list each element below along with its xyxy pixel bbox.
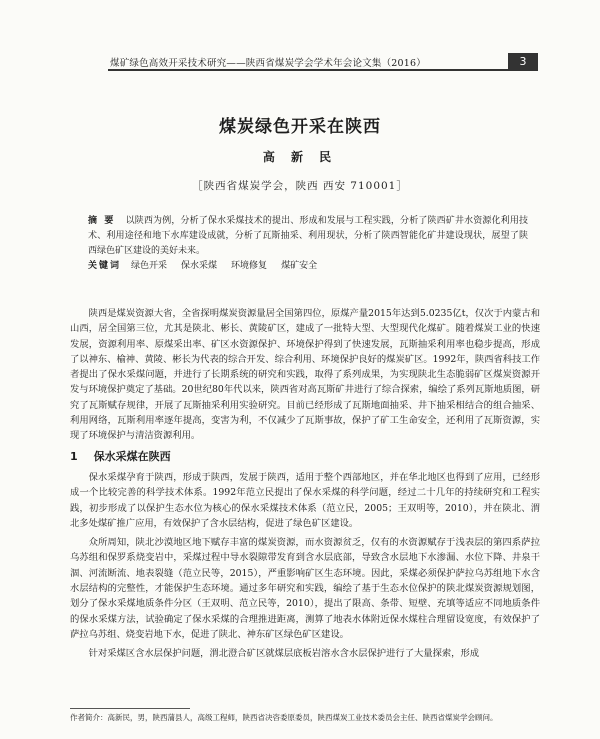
section-paragraph: 保水采煤孕育于陕西，形成于陕西，发展于陕西，适用于整个西部地区，并在华北地区也得到了应用，已经形成一个比较完善的科学技术体系。1992年范立民提出了保水采煤的科学问题，经过二十几年的持续研究和工程实践，初步形成了以保护生态水位为核心的保水采煤技术体系（范立民，2005；王双明等，2010），并在陕北、渭北多处煤矿推广应用，有效保护了含水层结构，促进了绿色矿区建设。	[70, 471, 540, 529]
footnote-rule	[70, 708, 190, 709]
running-head-rule	[108, 69, 538, 71]
affiliation: ［陕西省煤炭学会，陕西 西安 710001］	[192, 180, 408, 192]
keyword: 环境修复	[231, 261, 268, 271]
footnote: 作者简介：高新民，男，陕西蒲县人，高级工程师，陕西省决咨委原委员，陕西煤炭工业技术委员会主任、陕西省煤炭学会顾问。	[70, 713, 498, 722]
abstract-block	[88, 214, 528, 274]
intro-paragraph: 陕西是煤炭资源大省，全省探明煤炭资源量居全国第四位，原煤产量2015年达到5.0235亿t，仅次于内蒙古和山西，居全国第三位，尤其是陕北、彬长、黄陵矿区，建成了一批特大型、大型现代化煤矿。随着煤炭工业的快速发展，资源利用率、原煤采出率、矿区水资源保护、环境保护得到了快速发展，瓦斯抽采利用率也稳步提高，形成了以神东、榆神、黄陵、彬长为代表的综合开发、综合利用、环境保护良好的煤炭矿区。1992年，陕西省科技工作者提出了保水采煤问题，并进行了长期系统的研究和实践，取得了系列成果，为实现陕北生态脆弱矿区煤炭资源开发与环境保护奠定了基础。20世纪80年代以来，陕西省对高瓦斯矿井进行了综合探索，编绘了系列瓦斯地质图，研究了瓦斯赋存规律，开展了瓦斯抽采利用实验研究。目前已经形成了瓦斯地面抽采、井下抽采相结合的组合抽采、利用网络，瓦斯利用率逐年提高，变害为利，不仅减少了瓦斯事故，保护了矿工生命安全，还利用了瓦斯资源，实现了环境保护与清洁资源利用。	[70, 308, 540, 442]
section-title: 保水采煤在陕西	[93, 449, 171, 463]
keywords	[88, 259, 528, 274]
abstract	[88, 214, 528, 259]
section-paragraph: 众所周知，陕北沙漠地区地下赋存丰富的煤炭资源，而水资源贫乏，仅有的水资源赋存于浅表层的第四系萨拉乌苏组和保罗系烧变岩中，采煤过程中导水裂隙带发育到含水层底部，导致含水层地下水渗漏、水位下降、井泉干涸、河流断流、地表裂缝（范立民等，2015），严重影响矿区生态环境。因此，采煤必须保护萨拉乌苏组地下水含水层结构的完整性，才能保护生态环境。通过多年研究和实践，编绘了基于生态水位保护的陕北煤炭资源规划图，划分了保水采煤地质条件分区（王双明、范立民等，2010），提出了限高、条带、短壁、充填等适应不同地质条件的保水采煤方法，试验确定了保水采煤的合理推进距离，测算了地表水体附近保水煤柱合理留设宽度，有效保护了萨拉乌苏组、烧变岩地下水，促进了陕北、神东矿区绿色矿区建设。	[70, 537, 540, 640]
keyword: 绿色开采	[131, 261, 168, 271]
running-head-text: 煤矿绿色高效开采技术研究——陕西省煤炭学会学术年会论文集（2016）	[110, 58, 426, 69]
keyword: 煤矿安全	[281, 261, 318, 271]
abstract-label: 摘 要	[88, 216, 116, 226]
section-paragraph: 针对采煤区含水层保护问题，渭北澄合矿区就煤层底板岩溶水含水层保护进行了大量探索，形成	[88, 648, 480, 660]
keywords-label: 关键词	[88, 261, 122, 271]
section-number: 1	[70, 449, 78, 463]
body-text	[70, 306, 540, 666]
keyword: 保水采煤	[181, 261, 218, 271]
author: 高 新 民	[262, 150, 338, 164]
section-heading	[70, 449, 540, 464]
abstract-text: 以陕西为例，分析了保水采煤技术的提出、形成和发展与工程实践，分析了陕西矿井水资源化利用技术、利用途径和地下水库建设成就，分析了瓦斯抽采、利用现状，分析了陕西智能化矿井建设现状，展望了陕西绿色矿区建设的美好未来。	[88, 216, 528, 256]
page-number: 3	[508, 53, 538, 70]
paper-title: 煤炭绿色开采在陕西	[219, 117, 381, 137]
running-head	[0, 52, 600, 72]
